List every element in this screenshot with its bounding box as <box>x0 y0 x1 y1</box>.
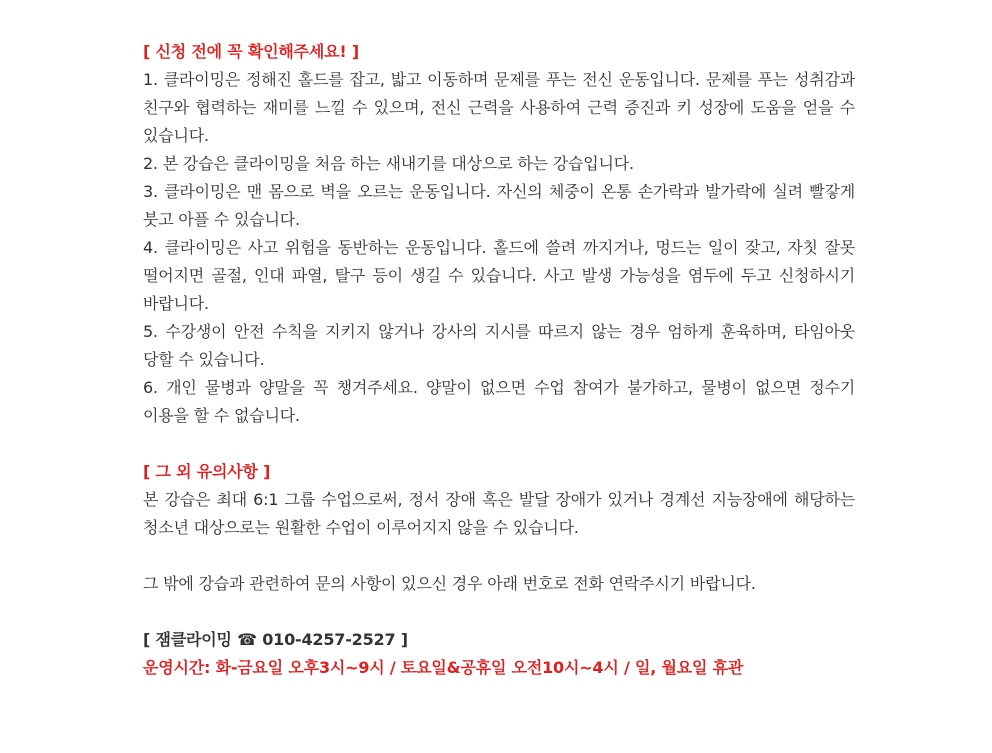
spacer <box>143 542 855 570</box>
notice-item-2: 2. 본 강습은 클라이밍을 처음 하는 새내기를 대상으로 하는 강습입니다. <box>143 154 634 173</box>
notice-document <box>143 38 855 682</box>
notice-item-4: 4. 클라이밍은 사고 위험을 동반하는 운동입니다. 홀드에 쓸려 까지거나, 멍드는 일이 잦고, 자칫 잘못 떨어지면 골절, 인대 파열, 탈구 등이 생길 수 있습니다. 사고 발생 가능성을 염두에 두고 신청하시기 바랍니다. <box>143 238 855 313</box>
notice-item-6: 6. 개인 물병과 양말을 꼭 챙겨주세요. 양말이 없으면 수업 참여가 불가하고, 물병이 없으면 정수기 이용을 할 수 없습니다. <box>143 378 855 425</box>
inquiry-text: 그 밖에 강습과 관련하여 문의 사항이 있으신 경우 아래 번호로 전화 연락주시기 바랍니다. <box>143 574 756 593</box>
spacer <box>143 598 855 626</box>
notice-item-1: 1. 클라이밍은 정해진 홀드를 잡고, 밟고 이동하며 문제를 푸는 전신 운동입니다. 문제를 푸는 성취감과 친구와 협력하는 재미를 느낄 수 있으며, 전신 근력을 사용하여 근력 증진과 키 성장에 도움을 얻을 수 있습니다. <box>143 70 855 145</box>
notice-item-5: 5. 수강생이 안전 수칙을 지키지 않거나 강사의 지시를 따르지 않는 경우 엄하게 훈육하며, 타임아웃 당할 수 있습니다. <box>143 322 855 369</box>
contact-line: [ 잼클라이밍 ☎ 010-4257-2527 ] <box>143 630 408 649</box>
spacer <box>143 430 855 458</box>
other-notes-title: [ 그 외 유의사항 ] <box>143 462 271 481</box>
notice-item-3: 3. 클라이밍은 맨 몸으로 벽을 오르는 운동입니다. 자신의 체중이 온통 손가락과 발가락에 실려 빨갛게 붓고 아플 수 있습니다. <box>143 182 855 229</box>
other-notes-body: 본 강습은 최대 6:1 그룹 수업으로써, 정서 장애 혹은 발달 장애가 있거나 경계선 지능장애에 해당하는 청소년 대상으로는 원활한 수업이 이루어지지 않을 수 있습니다. <box>143 490 855 537</box>
notice-title: [ 신청 전에 꼭 확인해주세요! ] <box>143 42 359 61</box>
operating-hours: 운영시간: 화-금요일 오후3시~9시 / 토요일&공휴일 오전10시~4시 / 일, 월요일 휴관 <box>143 658 744 677</box>
